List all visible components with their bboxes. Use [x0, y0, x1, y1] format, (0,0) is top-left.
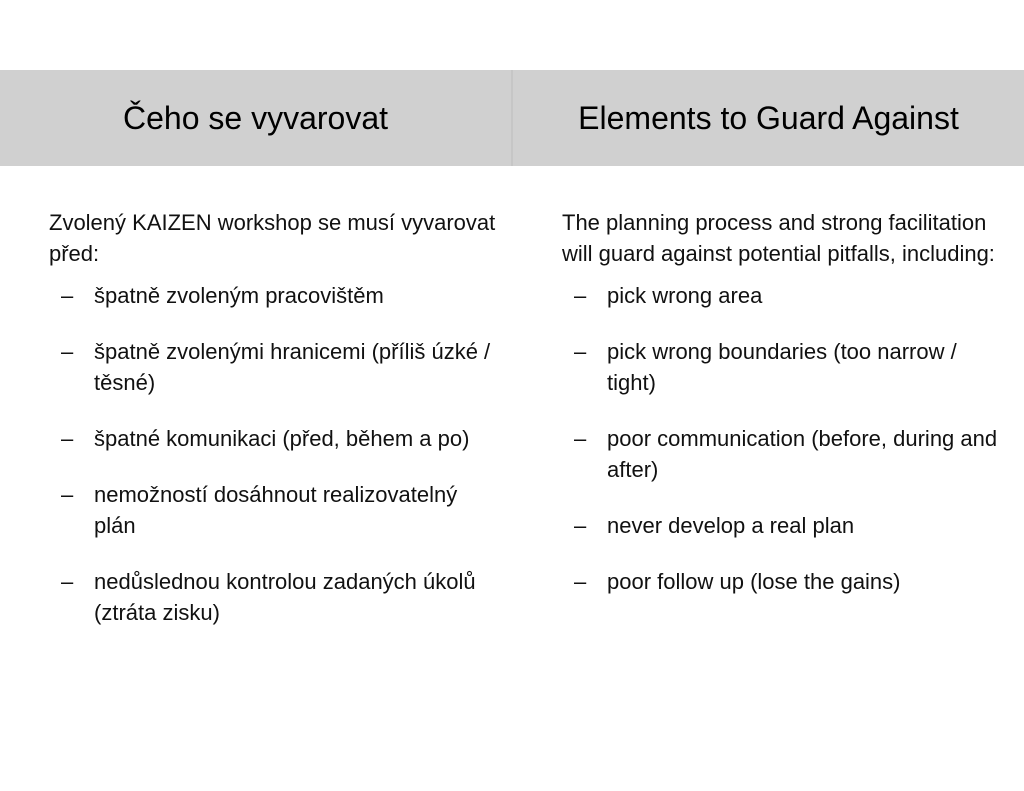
list-item-text: poor communication (before, during and after) — [607, 426, 998, 482]
header-band — [0, 70, 1024, 166]
list-item — [49, 566, 499, 628]
list-item-text: never develop a real plan — [607, 513, 855, 538]
bullet-dash: – — [61, 426, 74, 451]
bullet-dash: – — [574, 569, 587, 594]
list-item-text: nemožností dosáhnout realizovatelný plán — [94, 482, 458, 538]
list-item-text: špatné komunikaci (před, během a po) — [94, 426, 470, 451]
header-title-czech: Čeho se vyvarovat — [0, 70, 511, 166]
list-item-text: poor follow up (lose the gains) — [607, 569, 901, 594]
list-item — [562, 280, 1007, 311]
bullet-dash: – — [61, 569, 74, 594]
english-column — [562, 207, 1007, 622]
header-title-english: Elements to Guard Against — [513, 70, 1024, 166]
bullet-dash: – — [574, 513, 587, 538]
list-item — [49, 336, 499, 398]
czech-intro: Zvolený KAIZEN workshop se musí vyvarovat před: — [49, 210, 496, 266]
bullet-dash: – — [61, 339, 74, 364]
list-item — [562, 510, 1007, 541]
list-item-text: pick wrong boundaries (too narrow / tight) — [607, 339, 957, 395]
list-item-text: špatně zvoleným pracovištěm — [94, 283, 384, 308]
list-item — [49, 479, 499, 541]
czech-bullet-list — [49, 280, 499, 628]
list-item — [562, 423, 1007, 485]
bullet-dash: – — [574, 283, 587, 308]
list-item — [562, 566, 1007, 597]
english-bullet-list — [562, 280, 1007, 597]
bullet-dash: – — [574, 426, 587, 451]
bullet-dash: – — [574, 339, 587, 364]
list-item-text: pick wrong area — [607, 283, 763, 308]
list-item — [49, 280, 499, 311]
czech-column — [49, 207, 499, 653]
bullet-dash: – — [61, 482, 74, 507]
list-item — [562, 336, 1007, 398]
list-item-text: nedůslednou kontrolou zadaných úkolů (ztráta zisku) — [94, 569, 476, 625]
english-intro: The planning process and strong facilitation will guard against potential pitfalls, including: — [562, 210, 995, 266]
list-item — [49, 423, 499, 454]
list-item-text: špatně zvolenými hranicemi (příliš úzké / těsné) — [94, 339, 491, 395]
bullet-dash: – — [61, 283, 74, 308]
